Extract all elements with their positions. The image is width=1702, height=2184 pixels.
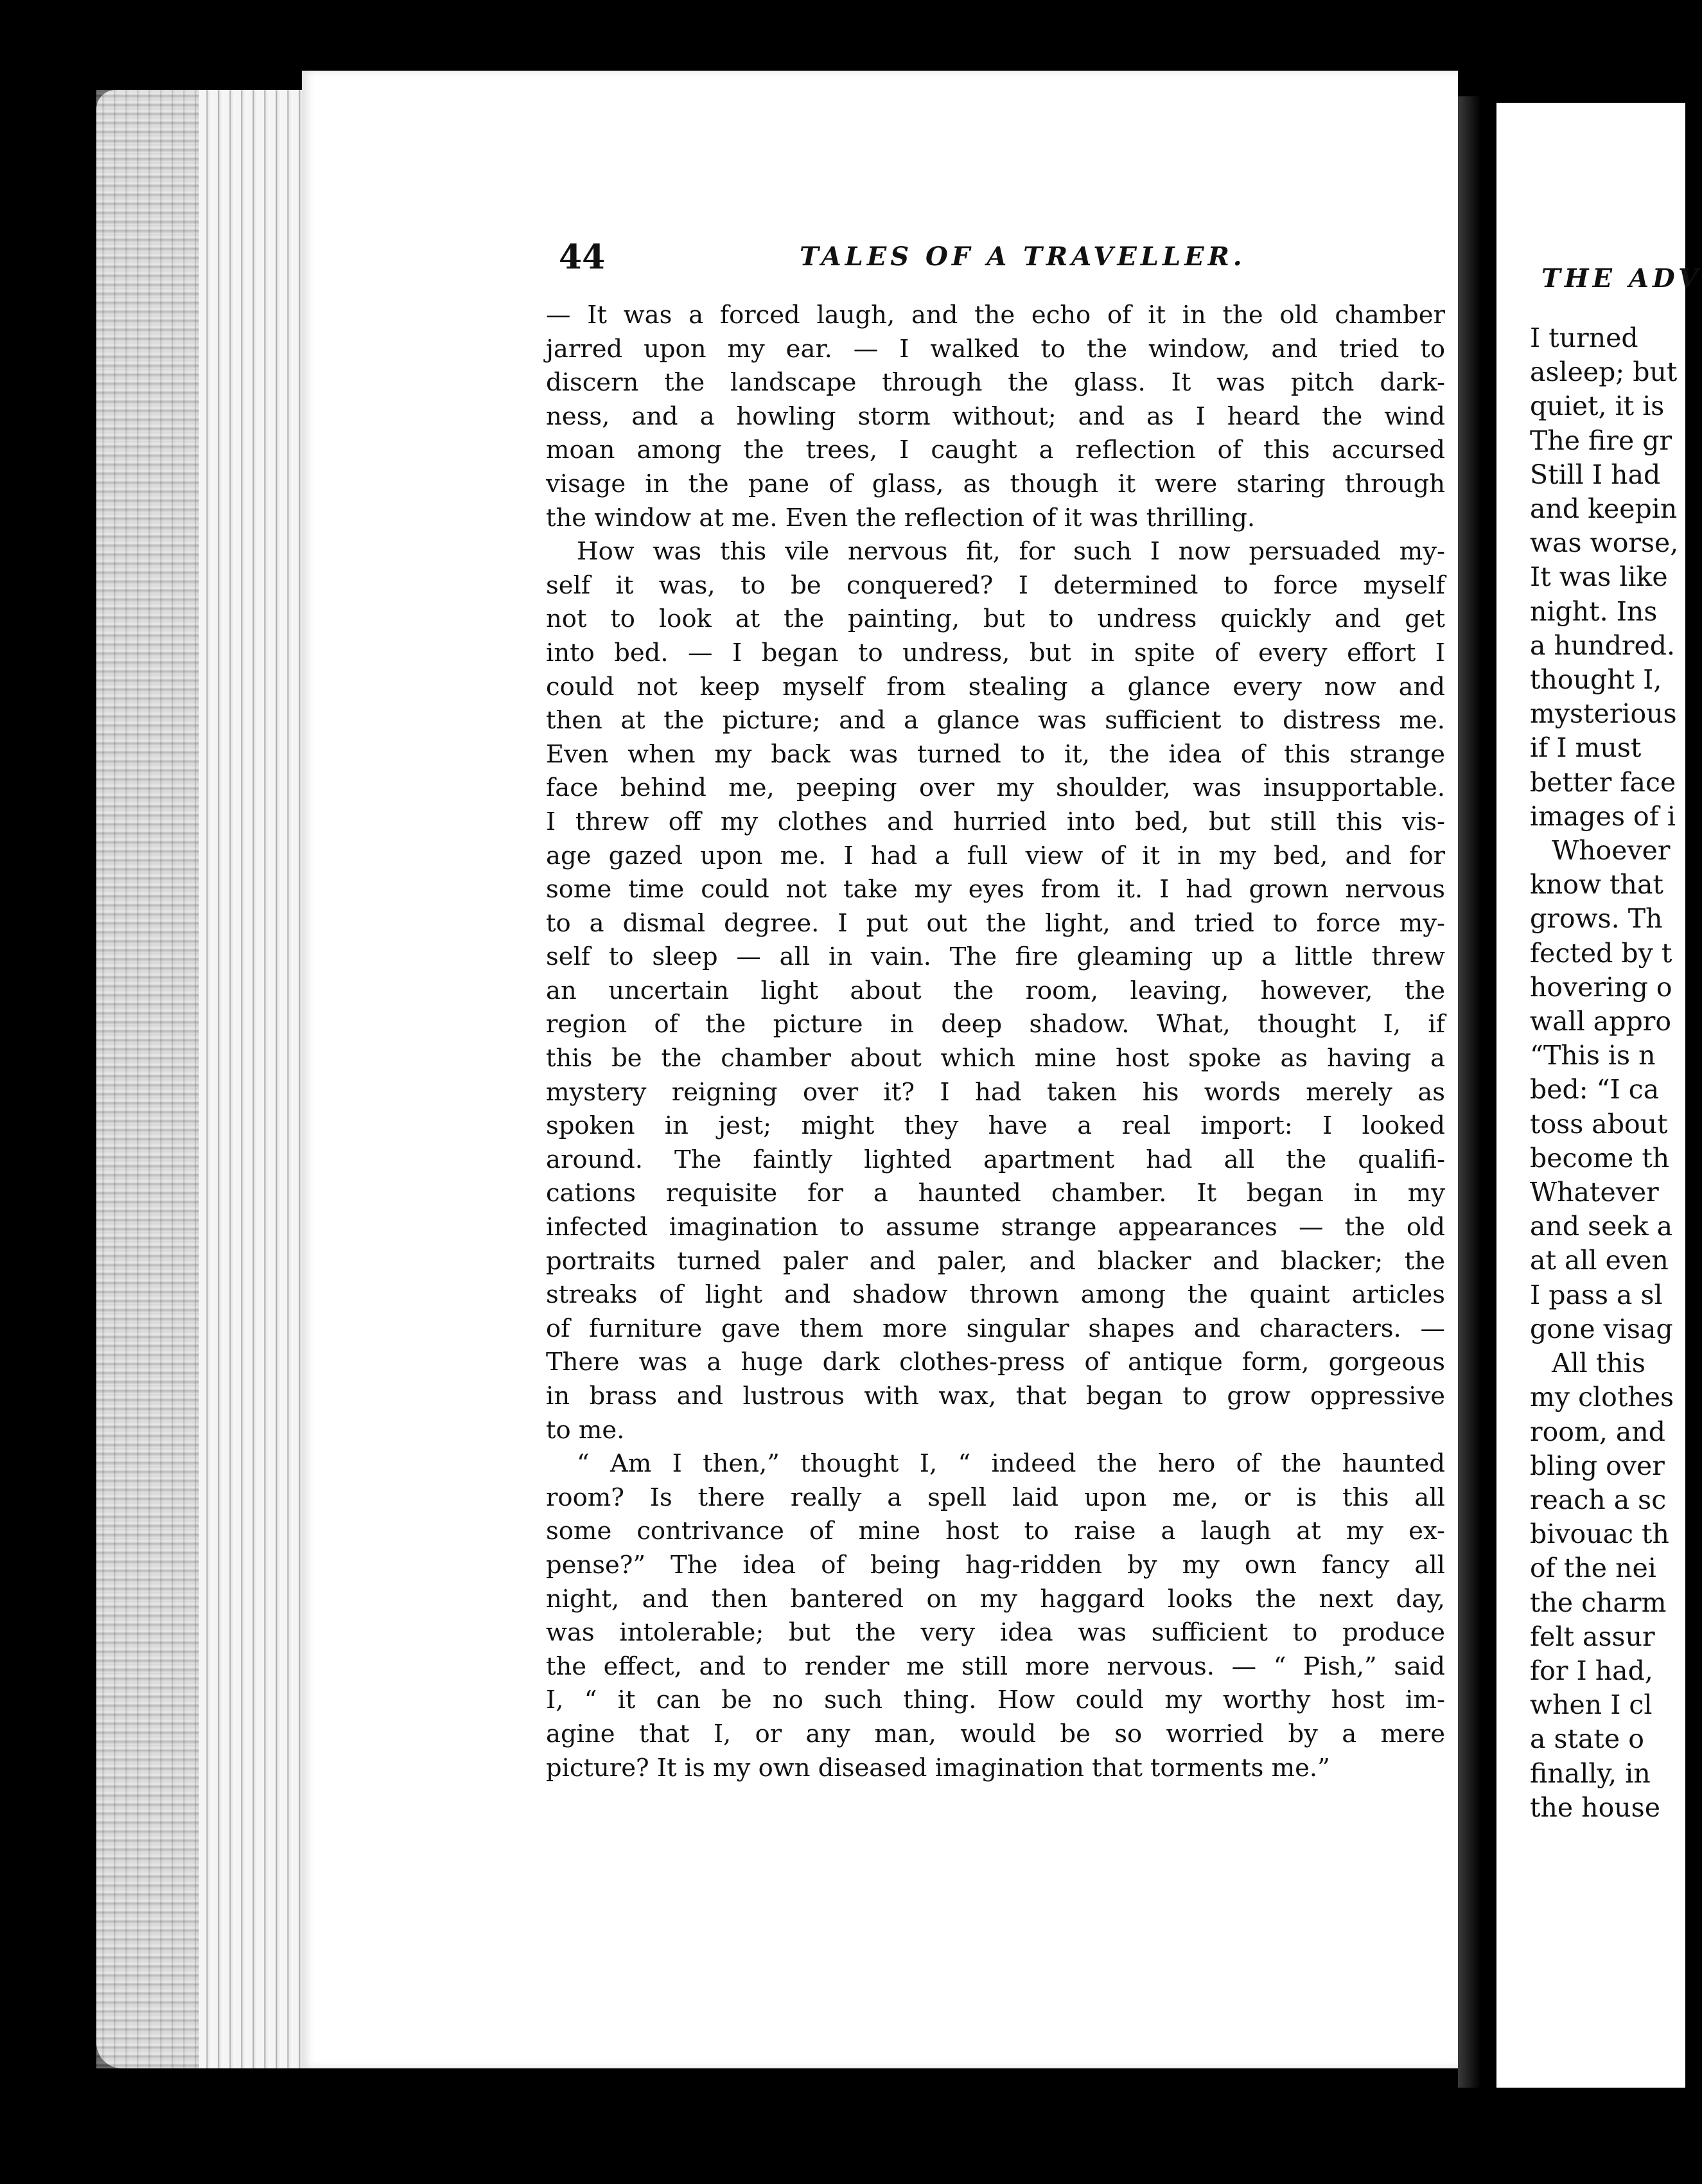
facing-text-line: Still I had <box>1530 459 1661 490</box>
text-line: moan among the trees, I caught a reflection of this accursed <box>546 436 1445 465</box>
facing-text-line: mysterious <box>1530 698 1677 730</box>
facing-text-line: my clothes <box>1530 1382 1674 1413</box>
text-line: around. The faintly lighted apartment had all the qualifi- <box>546 1145 1445 1174</box>
text-line: pense?” The idea of being hag-ridden by my own fancy all <box>546 1550 1445 1580</box>
facing-text-line: It was like <box>1530 561 1668 593</box>
facing-text-line: All this <box>1552 1348 1645 1379</box>
facing-text-line: I pass a sl <box>1530 1279 1663 1310</box>
text-line: some contrivance of mine host to raise a laugh at my ex- <box>546 1517 1445 1546</box>
facing-text-line: gone visag <box>1530 1313 1673 1344</box>
page-header <box>559 238 1439 276</box>
scan-speck <box>880 50 885 57</box>
scan-speck <box>700 2165 709 2170</box>
facing-text-line: felt assur <box>1530 1621 1655 1652</box>
facing-text-line: room, and <box>1530 1416 1666 1447</box>
facing-text-line: “This is n <box>1530 1040 1656 1071</box>
facing-text-line: quiet, it is <box>1530 391 1665 422</box>
facing-text-line: a state o <box>1530 1723 1644 1755</box>
text-line: an uncertain light about the room, leaving, however, the <box>546 976 1445 1005</box>
text-line: infected imagination to assume strange appearances — the old <box>546 1213 1445 1242</box>
facing-text-line: of the nei <box>1530 1553 1656 1584</box>
facing-text-line: reach a sc <box>1530 1484 1667 1515</box>
text-line: some time could not take my eyes from it. I had grown nervous <box>546 875 1445 904</box>
facing-text-line: was worse, <box>1530 527 1679 559</box>
text-line: ness, and a howling storm without; and as I heard the wind <box>546 401 1445 431</box>
text-line: was intolerable; but the very idea was sufficient to produce <box>546 1618 1445 1648</box>
text-line: visage in the pane of glass, as though it were staring through <box>546 469 1445 498</box>
facing-text-line: hovering o <box>1530 971 1672 1003</box>
text-line: the window at me. Even the reflection of it was thrilling. <box>546 503 1256 533</box>
facing-text-line: fected by t <box>1530 937 1672 969</box>
body-text <box>546 299 1445 1785</box>
facing-text-line: a hundred. <box>1530 630 1676 661</box>
text-line: then at the picture; and a glance was sufficient to distress me. <box>546 706 1445 735</box>
facing-text-line: night. Ins <box>1530 595 1658 627</box>
facing-text-line: I turned <box>1530 322 1638 353</box>
facing-text-line: the charm <box>1530 1587 1667 1618</box>
text-line: Even when my back was turned to it, the idea of this strange <box>546 739 1445 769</box>
text-line: How was this vile nervous fit, for such I now persuaded my- <box>577 537 1445 567</box>
text-line: the effect, and to render me still more nervous. — “ Pish,” said <box>546 1651 1445 1681</box>
text-line: picture? It is my own diseased imagination that torments me.” <box>546 1753 1330 1783</box>
facing-page <box>1496 103 1702 2088</box>
text-line: jarred upon my ear. — I walked to the window, and tried to <box>546 334 1445 364</box>
facing-text-line: the house <box>1530 1792 1660 1823</box>
facing-text-line: The fire gr <box>1530 425 1672 456</box>
text-line: self to sleep — all in vain. The fire gleaming up a little threw <box>546 942 1445 972</box>
text-line: I threw off my clothes and hurried into bed, but still this vis- <box>546 807 1445 836</box>
facing-text-line: thought I, <box>1530 664 1662 696</box>
text-line: night, and then bantered on my haggard looks the next day, <box>546 1584 1445 1614</box>
facing-text-line: bed: “I ca <box>1530 1074 1660 1105</box>
running-head: TALES OF A TRAVELLER. <box>800 242 1246 272</box>
text-line: face behind me, peeping over my shoulder, was insupportable. <box>546 773 1445 803</box>
facing-text-line: toss about <box>1530 1108 1668 1140</box>
text-line: There was a huge dark clothes-press of antique form, gorgeous <box>546 1348 1445 1377</box>
text-line: to me. <box>546 1415 625 1445</box>
facing-text-line: if I must <box>1530 732 1642 764</box>
facing-text-line: when I cl <box>1530 1689 1653 1721</box>
facing-text-line: know that <box>1530 869 1663 901</box>
text-line: “ Am I then,” thought I, “ indeed the hero of the haunted <box>577 1449 1445 1479</box>
facing-page-text <box>1530 321 1678 1825</box>
text-line: not to look at the painting, but to undress quickly and get <box>546 604 1445 634</box>
text-line: mystery reigning over it? I had taken his words merely as <box>546 1077 1445 1107</box>
text-line: I, “ it can be no such thing. How could my worthy host im- <box>546 1686 1445 1715</box>
text-line: agine that I, or any man, would be so worried by a mere <box>546 1719 1445 1748</box>
facing-text-line: bling over <box>1530 1450 1665 1481</box>
text-line: age gazed upon me. I had a full view of it in my bed, and for <box>546 841 1445 870</box>
facing-text-line: images of i <box>1530 800 1676 832</box>
text-line: discern the landscape through the glass. It was pitch dark- <box>546 368 1445 398</box>
facing-text-line: become th <box>1530 1142 1670 1174</box>
text-line: to a dismal degree. I put out the light, and tried to force my- <box>546 908 1445 938</box>
text-line: — It was a forced laugh, and the echo of it in the old chamber <box>546 301 1445 330</box>
page-edge-stack <box>96 90 308 2068</box>
text-line: region of the picture in deep shadow. What, thought I, if <box>546 1010 1445 1039</box>
facing-text-line: bivouac th <box>1530 1519 1669 1550</box>
text-line: self it was, to be conquered? I determined to force myself <box>546 570 1445 600</box>
facing-text-line: Whatever <box>1530 1177 1659 1208</box>
facing-text-line: and keepin <box>1530 493 1678 525</box>
facing-text-line: asleep; but <box>1530 357 1678 388</box>
facing-text-line: and seek a <box>1530 1211 1673 1242</box>
facing-text-line: at all even <box>1530 1245 1669 1276</box>
facing-text-line: wall appro <box>1530 1006 1672 1037</box>
text-line: of furniture gave them more singular shapes and characters. — <box>546 1314 1445 1343</box>
book-gutter <box>1458 96 1496 2088</box>
text-line: cations requisite for a haunted chamber. It began in my <box>546 1179 1445 1208</box>
facing-text-line: better face <box>1530 766 1676 798</box>
text-line: into bed. — I began to undress, but in spite of every effort I <box>546 638 1445 667</box>
text-line: portraits turned paler and paler, and blacker and blacker; the <box>546 1246 1445 1276</box>
page-number: 44 <box>559 238 606 277</box>
facing-text-line: Whoever <box>1552 835 1671 867</box>
facing-text-line: grows. Th <box>1530 903 1663 935</box>
text-line: could not keep myself from stealing a glance every now and <box>546 672 1445 701</box>
text-line: room? Is there really a spell laid upon me, or is this all <box>546 1483 1445 1512</box>
facing-text-line: finally, in <box>1530 1757 1651 1789</box>
facing-text-line: for I had, <box>1530 1655 1653 1686</box>
text-line: in brass and lustrous with wax, that began to grow oppressive <box>546 1382 1445 1411</box>
text-line: spoken in jest; might they have a real import: I looked <box>546 1111 1445 1141</box>
text-line: this be the chamber about which mine host spoke as having a <box>546 1044 1445 1073</box>
facing-running-head: THE ADV <box>1541 263 1702 294</box>
text-line: streaks of light and shadow thrown among the quaint articles <box>546 1280 1445 1310</box>
